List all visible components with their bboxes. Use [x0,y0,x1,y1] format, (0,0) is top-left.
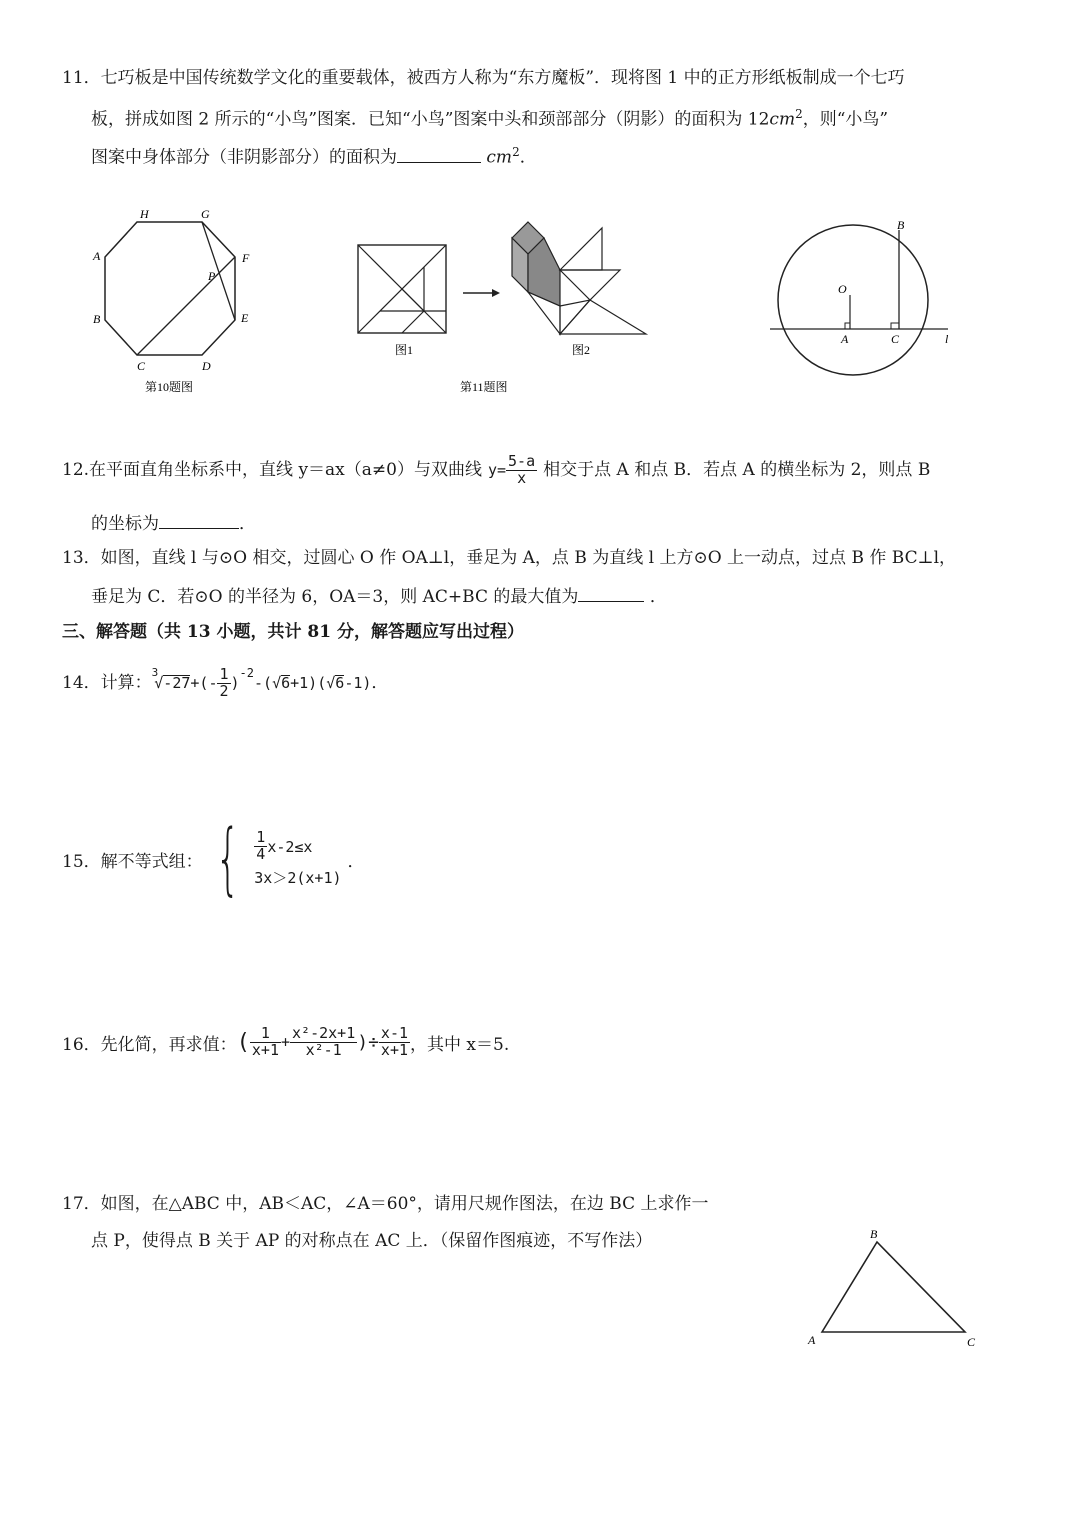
q16-f1-den: x+1 [251,1040,279,1059]
q14-expression [151,664,372,700]
tangram-line-4 [402,289,424,311]
bird-wing [560,270,620,300]
q14-fraction [217,664,230,700]
q12-line-2-end: ． [239,514,256,534]
q14-six-2: 6 [335,674,345,692]
label-l: l [945,332,949,346]
q12-numerator: 5-a [508,451,536,470]
q13-line-2-text: 垂足为 C．若⊙O 的半径为 6，OA＝3，则 AC+BC 的最大值为 [91,587,579,607]
circle-O [778,225,928,375]
q17-line-2: 点 P，使得点 B 关于 AP 的对称点在 AC 上．（保留作图痕迹，不写作法） [91,1231,653,1251]
arrow-head [492,289,500,297]
q11-line-2-text: 板，拼成如图 2 所示的“小鸟”图案．已知“小鸟”图案中头和颈部部分（阴影）的面积为 12 [91,109,770,130]
q14-rest-2: +1)( [290,673,327,692]
label-E: E [241,311,249,325]
q11-unit-2: cm [486,147,513,168]
label-F: F [242,251,250,265]
tangram-line-6 [402,311,424,333]
q17-line-1: 17．如图，在△ABC 中，AB＜AC，∠A＝60°，请用尺规作图法，在边 BC 上求作一 [62,1194,709,1214]
fig10-caption: 第10题图 [145,380,194,394]
fig17-triangle [800,1222,990,1352]
q15-label: 15．解不等式组： [62,851,203,872]
triangle-abc [822,1242,965,1332]
bird-body-2 [560,300,646,334]
q16-plus: + [280,1033,291,1051]
q12-fraction [506,451,537,487]
q11-line-3 [91,146,537,167]
q11-unit: cm [769,109,796,130]
q15-system [254,830,341,888]
right-angle-A [845,323,850,329]
q14-denominator: 2 [219,681,229,700]
q12-answer-blank[interactable] [159,514,239,529]
q14-label: 14．计算： [62,672,152,693]
q11-line-1: 11．七巧板是中国传统数学文化的重要载体，被西方人称为“东方魔板”．现将图 1 中的正方形纸板制成一个七巧 [62,68,905,88]
q14-exponent: -2 [239,665,254,680]
fig10-octagon [85,200,265,400]
q14-radical-sign: √ [154,673,164,692]
q12-text-post: 相交于点 A 和点 B．若点 A 的横坐标为 2，则点 B [543,459,931,480]
q16-f2-den: x²-1 [305,1040,342,1059]
q12-y: y= [487,460,507,479]
q16-line [62,1014,509,1070]
q15-line [62,814,365,904]
q12-line-1 [62,442,930,498]
q16-fraction-1 [250,1023,281,1059]
q16-post: ，其中 x＝5. [410,1034,510,1055]
q14-end: ． [371,672,389,693]
label-H: H [140,207,149,221]
label-G: G [201,207,210,221]
fig11-caption: 第11题图 [460,380,508,394]
label-C-triangle: C [967,1335,976,1349]
fig11-tangram [350,210,660,400]
q15-ineq-1: x-2≤x [267,837,313,856]
q12-line-2-text: 的坐标为 [91,514,159,534]
octagon-shape [105,222,235,355]
q16-label: 16．先化简，再求值： [62,1034,237,1055]
label-B: B [93,312,101,326]
q14-root-index: 3 [151,665,159,679]
q15-denominator: 4 [256,845,266,863]
q15-end: ． [347,851,365,872]
q16-fraction-2 [290,1023,357,1059]
diagonal-cf [137,257,235,355]
q14-sqrt-2: √ [326,673,336,692]
bird-tail [560,228,602,270]
q16-f3-num: x-1 [380,1023,409,1042]
q14-six-1: 6 [281,674,291,692]
q16-f1-num: 1 [250,1026,281,1043]
label-C: C [137,359,146,373]
label-P: P [208,269,216,283]
q15-ineq-1-row [254,830,341,863]
q11-unit-2-sup: 2 [512,145,520,159]
fig2-label: 图2 [572,343,591,357]
section-3-heading: 三、解答题（共 13 小题，共计 81 分，解答题应写出过程） [62,622,524,642]
q14-sqrt-1: √ [272,673,282,692]
label-B-triangle: B [870,1227,878,1241]
label-A-triangle: A [808,1333,816,1347]
q13-line-1: 13．如图，直线 l 与⊙O 相交，过圆心 O 作 OA⊥l，垂足为 A，点 B 为直线 l 上方⊙O 上一动点，过点 B 作 BC⊥l， [62,548,957,568]
q15-fraction [254,830,267,863]
q11-line-2 [91,108,888,129]
q11-answer-blank[interactable] [397,148,481,163]
q12-hyperbola [487,451,537,487]
q14-numerator: 1 [219,664,229,683]
q15-ineq-2: 3x＞2(x+1) [254,868,342,887]
q14-rest-3: -1) [344,673,372,692]
q14-radicand: -27 [163,674,191,692]
label-A-circle: A [841,332,849,346]
label-A: A [93,249,101,263]
q14-line [62,662,388,704]
diagonal-ge [202,222,235,320]
fig13-circle [765,205,965,395]
q13-line-2-end: ． [649,587,667,607]
q11-line-3-end: ． [519,147,537,168]
q14-plus-open: +(- [190,673,218,692]
q15-numerator: 1 [256,828,266,847]
q16-open-paren: ( [236,1029,250,1055]
q14-close: ) [230,673,240,692]
q13-answer-blank[interactable] [578,587,644,602]
q16-f2-num: x²-2x+1 [292,1023,356,1042]
right-angle-C [891,323,899,329]
q12-text-pre: 12.在平面直角坐标系中，直线 y＝ax（a≠0）与双曲线 [62,459,482,480]
q15-brace: { [215,814,240,904]
q16-expression [236,1023,410,1059]
label-C-circle: C [891,332,900,346]
label-O: O [838,282,847,296]
q16-close-div: )÷ [357,1031,379,1053]
q11-line-3-text: 图案中身体部分（非阴影部分）的面积为 [91,147,397,168]
fig1-label: 图1 [395,343,414,357]
q16-f3-den: x+1 [380,1040,409,1059]
q12-line-2 [91,514,256,533]
label-B-circle: B [897,218,905,232]
label-D: D [202,359,211,373]
q12-denominator: x [517,468,527,487]
q11-line-2-end: ，则“小鸟” [802,109,889,130]
q16-fraction-3 [379,1023,410,1059]
q13-line-2 [91,587,667,606]
q11-unit-sup: 2 [795,107,803,121]
q14-rest-1: -( [254,673,273,692]
